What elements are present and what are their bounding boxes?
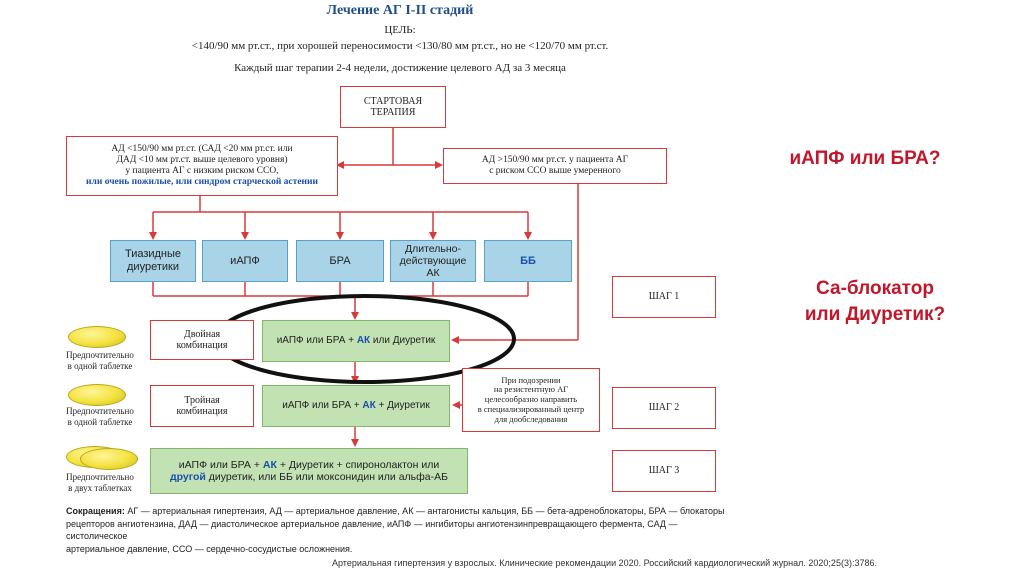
start-therapy-line2: ТЕРАПИЯ [370, 107, 416, 118]
high-risk-line2: с риском ССО выше умеренного [489, 166, 621, 176]
pill-note-2-line1: Предпочтительно [66, 406, 134, 416]
resistant-note-line3: целесообразно направить [484, 394, 578, 405]
callout-ca-blocker-or-diuretic [760, 276, 990, 328]
callout-ca-blocker-line1: Са-блокатор [816, 278, 934, 299]
triple-combination-box [262, 385, 450, 427]
quad-combo-l1-ak: АК [262, 458, 277, 471]
quad-combo-l2-post: диуретик, или ББ или моксонидин или альфа-АБ [205, 471, 449, 483]
resistant-hypertension-note [462, 368, 600, 432]
step-1-box [612, 276, 716, 318]
resistant-note-line4: в специализированный центр [477, 403, 585, 414]
double-combo-text-ak: АК [356, 335, 371, 347]
drug-box-ak [390, 240, 476, 282]
drug-bb-label: ББ [520, 254, 536, 267]
quad-combo-l1-post: + Диуретик + спиронолактон или [276, 458, 440, 471]
drug-ak-line2: действующие [399, 254, 467, 267]
step-duration-text: Каждый шаг терапии 2-4 недели, достижение целевого АД за 3 месяца [234, 62, 566, 74]
source-citation: Артериальная гипертензия у взрослых. Клинические рекомендации 2020. Российский кардиологический журнал. 2020;25(3):3786. [332, 558, 877, 568]
abbreviations-block [66, 505, 726, 555]
double-combination-label [150, 320, 254, 360]
double-label-line2: комбинация [176, 340, 228, 351]
pill-note-1-line2: в одной таблетке [67, 361, 133, 371]
step-3-box [612, 450, 716, 492]
step-2-label: ШАГ 2 [648, 402, 680, 414]
low-risk-line3: у пациента АГ с низким риском ССО, [125, 166, 279, 176]
step-3-label: ШАГ 3 [648, 465, 680, 477]
quadruple-combination-box [150, 448, 468, 494]
quad-combo-l1-pre: иАПФ или БРА + [178, 458, 263, 471]
quad-combo-l2-other: другой [169, 471, 206, 483]
drug-bra-label: БРА [329, 254, 351, 267]
goal-text: <140/90 мм рт.ст., при хорошей переносимости <130/80 мм рт.ст., но не <120/70 мм рт.ст. [191, 40, 609, 52]
low-risk-line1: АД <150/90 мм рт.ст. (САД <20 мм рт.ст. или [111, 144, 293, 155]
drug-thiazide-line2: диуретики [127, 261, 179, 273]
low-risk-line4: или очень пожилые, или синдром старческой астении [86, 176, 318, 187]
resistant-note-line1: При подозрении [501, 374, 561, 385]
drug-thiazide-line1: Тиазидные [124, 248, 182, 261]
start-therapy-box [340, 86, 446, 128]
low-risk-line2: ДАД <10 мм рт.ст. выше целевого уровня) [116, 155, 288, 166]
start-therapy-line1: СТАРТОВАЯ [363, 95, 423, 107]
resistant-note-line5: для дообследования [494, 413, 568, 424]
single-pill-icon [68, 326, 126, 348]
drug-box-thiazide [110, 240, 196, 282]
pill-pair-icon [80, 448, 138, 470]
abbreviations-line1: АГ — артериальная гипертензия, АД — артериальное давление, АК — антагонисты кальция, ББ — бета-адреноблокаторы, БРА — блокаторы [124, 506, 725, 516]
triple-label-line1: Тройная [184, 394, 220, 406]
callout-ca-blocker-line2: или Диуретик? [804, 304, 946, 325]
callout-iapf-or-bra: иАПФ или БРА? [789, 148, 941, 169]
drug-box-iapf [202, 240, 288, 282]
high-risk-line1: АД >150/90 мм рт.ст. у пациента АГ [481, 155, 629, 166]
abbreviations-line3: артериальное давление, ССО — сердечно-сосудистые осложнения. [66, 543, 353, 554]
step-2-box [612, 387, 716, 429]
drug-ak-line3: АК [426, 267, 440, 280]
drug-box-bra [296, 240, 384, 282]
pill-note-1-line1: Предпочтительно [66, 350, 134, 360]
triple-combo-text-ak: АК [362, 400, 376, 412]
pill-note-3-line1: Предпочтительно [66, 472, 134, 482]
double-combination-box [262, 320, 450, 362]
triple-combination-label [150, 385, 254, 427]
diagram-title: Лечение АГ I-II стадий [326, 3, 474, 18]
pill-note-3-line2: в двух таблетках [68, 483, 132, 493]
resistant-note-line2: на резистентную АГ [493, 384, 569, 395]
triple-combo-text-post: + Диуретик [375, 400, 430, 412]
pill-note-1 [60, 350, 140, 372]
pill-note-3 [60, 472, 140, 494]
abbreviations-line2: рецепторов ангиотензина, ДАД — диастолическое артериальное давление, иАПФ — ингибиторы ангиотензинпревращающего фермента, САД — систолическое [66, 518, 678, 541]
drug-iapf-label: иАПФ [230, 254, 260, 267]
double-label-line1: Двойная [183, 328, 221, 340]
triple-label-line2: комбинация [176, 406, 228, 417]
abbreviations-label: Сокращения: [66, 506, 125, 516]
pill-note-2 [60, 406, 140, 428]
drug-box-bb [484, 240, 572, 282]
high-risk-condition-box [443, 148, 667, 184]
single-pill-icon [68, 384, 126, 406]
step-1-label: ШАГ 1 [648, 291, 680, 303]
goal-label: ЦЕЛЬ: [384, 24, 416, 36]
pill-note-2-line2: в одной таблетке [67, 417, 133, 427]
double-combo-text-post: или Диуретик [370, 335, 436, 347]
double-combo-text-pre: иАПФ или БРА + [276, 335, 357, 347]
triple-combo-text-pre: иАПФ или БРА + [282, 400, 363, 412]
low-risk-condition-box [66, 136, 338, 196]
drug-ak-line1: Длительно- [404, 242, 462, 255]
